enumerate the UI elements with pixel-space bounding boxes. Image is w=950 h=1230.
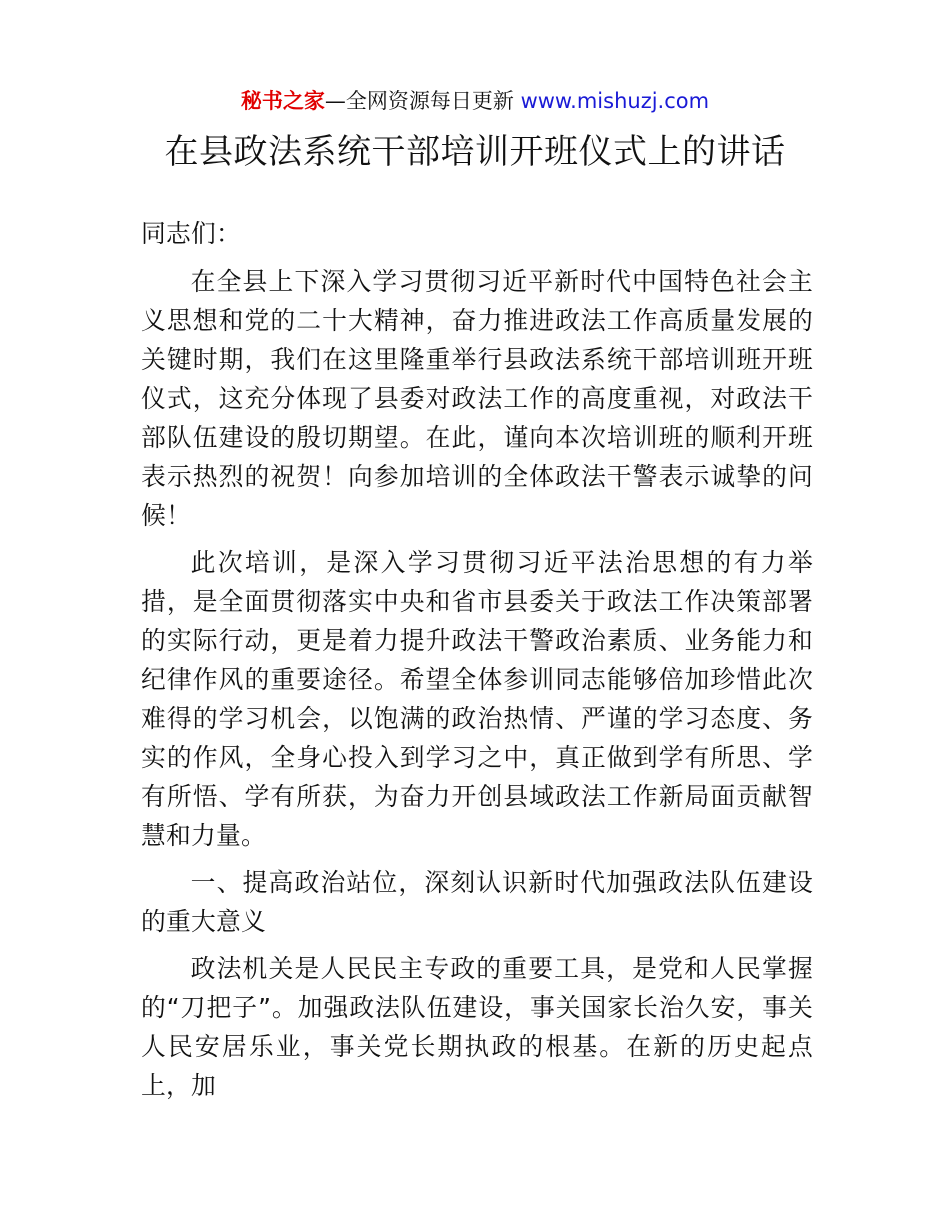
paragraph: 在全县上下深入学习贯彻习近平新时代中国特色社会主义思想和党的二十大精神，奋力推进政法工作高质量发展的关键时期，我们在这里隆重举行县政法系统干部培训班开班仪式，这充分体现了县委对政法工作的高度重视，对政法干部队伍建设的殷切期望。在此，谨向本次培训班的顺利开班表示热烈的祝贺！向参加培训的全体政法干警表示诚挚的问候！ — [141, 267, 813, 530]
section-heading: 一、提高政治站位，深刻认识新时代加强政法队伍建设的重大意义 — [141, 868, 813, 936]
site-tagline: —全网资源每日更新 — [324, 89, 521, 113]
paragraph: 此次培训，是深入学习贯彻习近平法治思想的有力举措，是全面贯彻落实中央和省市县委关于政法工作决策部署的实际行动，更是着力提升政法干警政治素质、业务能力和纪律作风的重要途径。希望全体参训同志能够倍加珍惜此次难得的学习机会，以饱满的政治热情、严谨的学习态度、务实的作风，全身心投入到学习之中，真正做到学有所思、学有所悟、学有所获，为奋力开创县域政法工作新局面贡献智慧和力量。 — [141, 548, 813, 850]
site-url-link[interactable]: www.mishuzj.com — [520, 89, 710, 113]
paragraph: 政法机关是人民民主专政的重要工具，是党和人民掌握的“刀把子”。加强政法队伍建设，事关国家长治久安，事关人民安居乐业，事关党长期执政的根基。在新的历史起点上，加 — [141, 954, 813, 1100]
site-header — [0, 86, 950, 116]
document-title: 在县政法系统干部培训开班仪式上的讲话 — [164, 132, 786, 172]
salutation: 同志们： — [141, 219, 241, 248]
document-body — [141, 214, 813, 1113]
site-name: 秘书之家 — [240, 89, 325, 113]
